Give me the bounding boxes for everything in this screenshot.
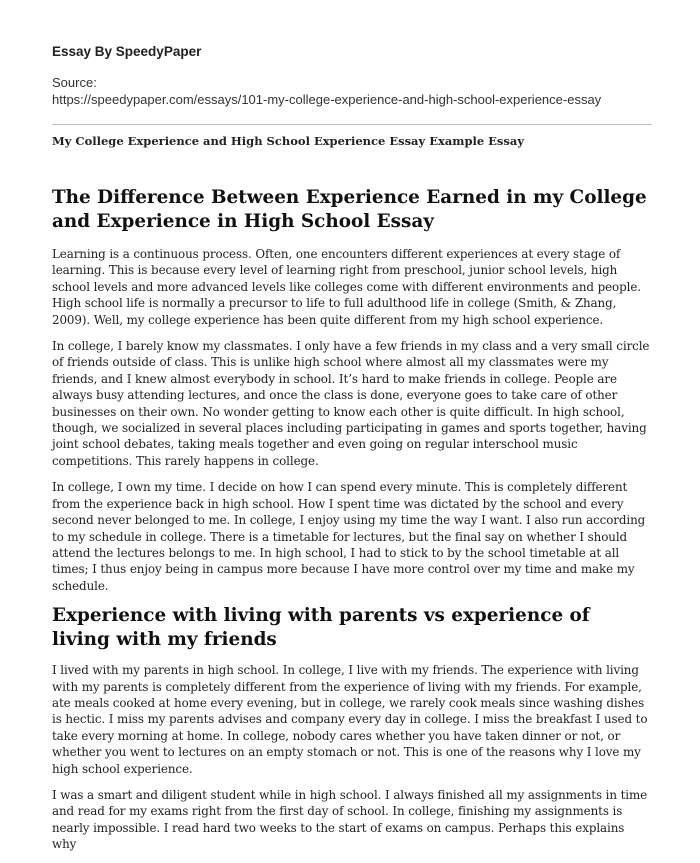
section-1-paragraph-3: In college, I own my time. I decide on how I can spend every minute. This is completely different from the experience back in high school. How I spent time was dictated by the school and every second never belonged to me. In college, I enjoy using my time the way I want. I also run according to my schedule in college. There is a timetable for lectures, but the final say on whether I should attend the lectures belongs to me. In high school, I had to stick to by the school timetable at all times; I thus enjoy being in campus more because I have more control over my time and make my schedule. bbox=[52, 480, 646, 593]
section-2-paragraph-1: I lived with my parents in high school. In college, I live with my friends. The experience with living with my parents is completely different from the experience of living with my friends. For example, ate meals cooked at home every evening, but in college, we rarely cook meals since washing dishes is hectic. I miss my parents advises and company every day in college. I miss the breakfast I used to take every morning at home. In college, nobody cares whether you have taken dinner or not, or whether you went to lectures on an empty stomach or not. This is one of the reasons why I love my high school experience. bbox=[52, 663, 648, 776]
section-1-heading: The Difference Between Experience Earned in my College and Experience in High School Essay bbox=[52, 187, 647, 232]
section-1-paragraph-1: Learning is a continuous process. Often, one encounters different experiences at every stage of learning. This is because every level of learning right from preschool, junior school levels, high school levels and more advanced levels like colleges come with different environments and people. High school life is normally a precursor to life to full adulthood life in college (Smith, & Zhang, 2009). Well, my college experience has been quite different from my high school experience. bbox=[52, 247, 641, 327]
essay-content bbox=[52, 186, 652, 863]
section-1-paragraph-2: In college, I barely know my classmates. I only have a few friends in my class and a very small circle of friends outside of class. This is unlike high school where almost all my classmates were my friends, and I knew almost everybody in school. It’s hard to make friends in college. People are always busy attending lectures, and once the class is done, everyone goes to take care of other businesses on their own. No wonder getting to know each other is quite difficult. In high school, though, we socialized in several places including participating in games and sports together, having joint school debates, taking meals together and even going on regular interschool music competitions. This rarely happens in college. bbox=[52, 339, 650, 468]
source-block bbox=[52, 74, 652, 108]
header-divider bbox=[52, 124, 652, 125]
source-url: https://speedypaper.com/essays/101-my-college-experience-and-high-school-experience-essay bbox=[52, 92, 602, 107]
section-2-paragraph-2: I was a smart and diligent student while in high school. I always finished all my assignments in time and read for my exams right from the first day of school. In college, finishing my assignments is nearly impossible. I read hard two weeks to the start of exams on campus. Perhaps this explains why bbox=[52, 787, 648, 852]
section-2-heading: Experience with living with parents vs experience of living with my friends bbox=[52, 605, 590, 651]
document-title: My College Experience and High School Experience Essay Example Essay bbox=[52, 134, 525, 148]
source-label: Source: bbox=[52, 75, 97, 90]
brand-title: Essay By SpeedyPaper bbox=[52, 44, 202, 59]
